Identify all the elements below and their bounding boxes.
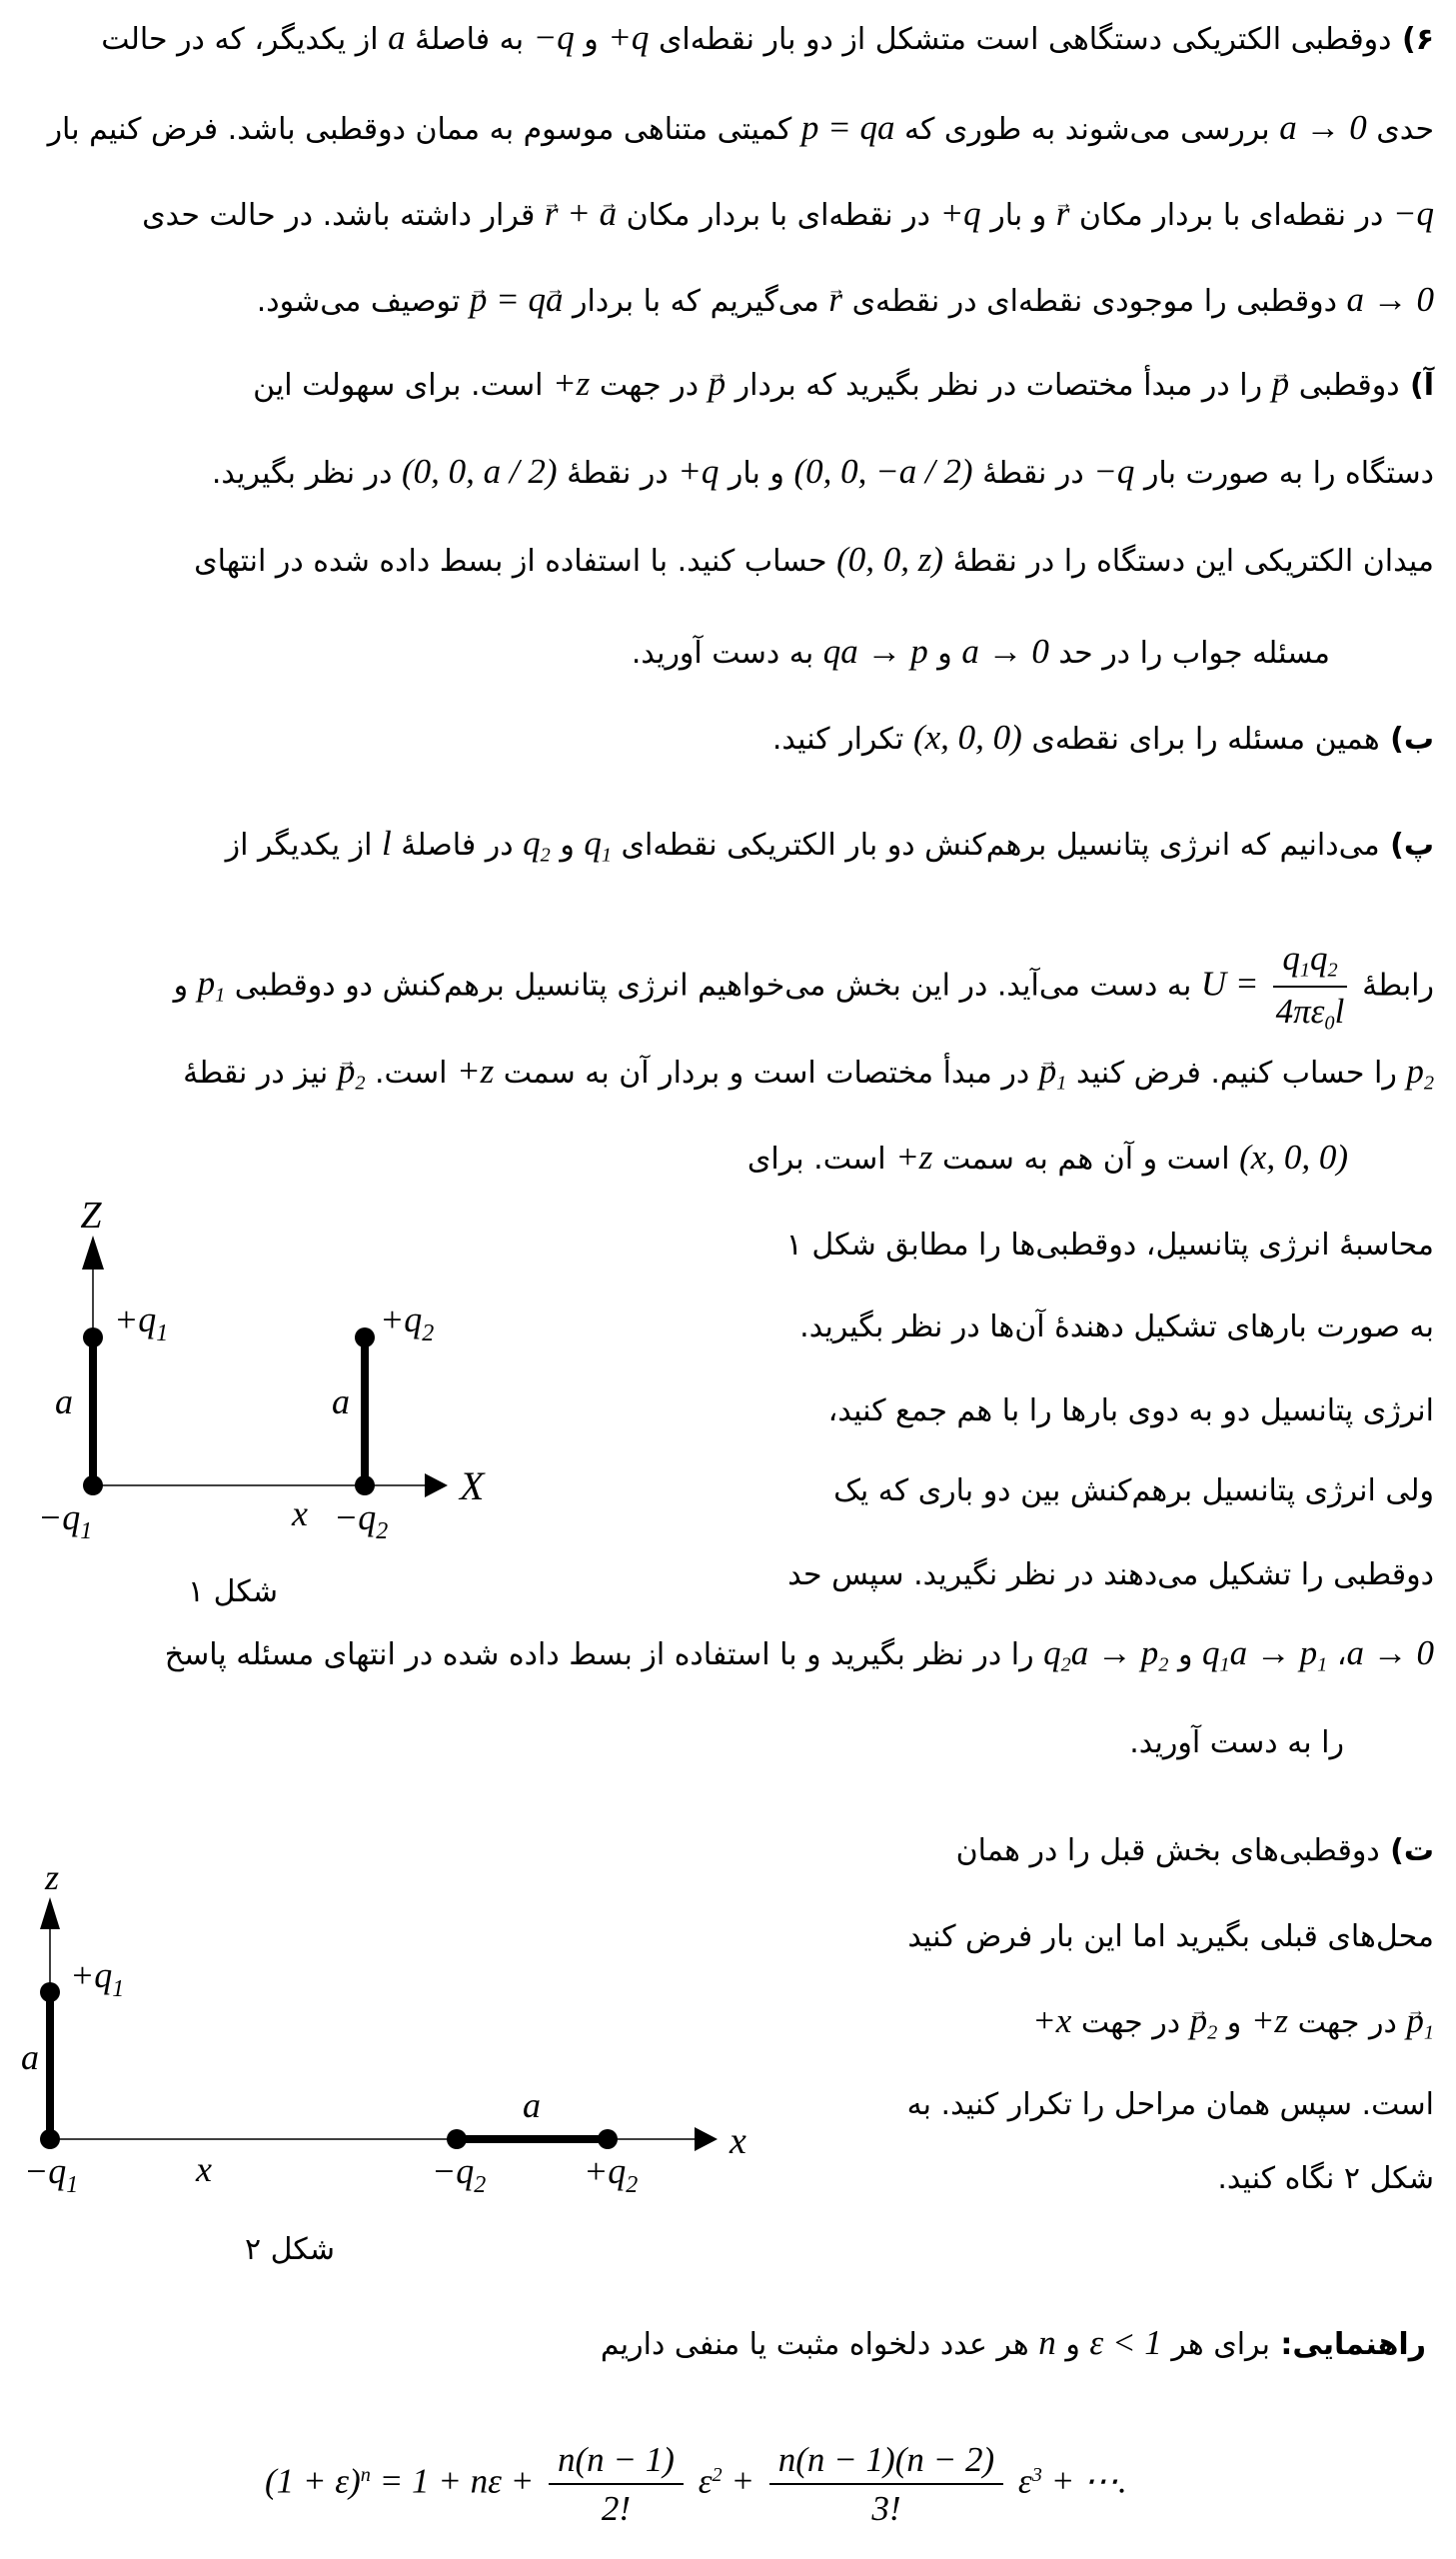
- fig1-x-distance-label: x: [292, 1493, 308, 1533]
- fig2-caption: شکل ۲: [244, 2232, 336, 2267]
- after-fig1-line-1: a → 0، q1a → p1 و q2a → p2 را در نظر بگیرید و با استفاده از بسط داده شده در انتهای مسئله پاسخ: [164, 1633, 1434, 1676]
- part-b-line-1: ب) همین مسئله را برای نقطه‌ی (x, 0, 0) تکرار کنید.: [771, 718, 1434, 757]
- part-p-line-3: p2 را حساب کنیم. فرض کنید p →1 در مبدأ مختصات است و بردار آن به سمت +z است. p →2 نیز در نقطهٔ: [183, 1048, 1434, 1107]
- part-t-line-2: محل‌های قبلی بگیرید اما این بار فرض کنید: [907, 1919, 1434, 1954]
- part-t-line-4: است. سپس همان مراحل را تکرار کنید. به: [906, 2087, 1434, 2122]
- fig1-minus-q2-label: $-q_2$: [334, 1497, 389, 1544]
- fig2-z-axis-label: z: [44, 1857, 60, 1897]
- fig2-minus-q2-dot: [447, 2129, 467, 2149]
- fig2-z-axis-arrowhead: [40, 1897, 60, 1929]
- part-t-line-5: شکل ۲ نگاه کنید.: [1217, 2161, 1434, 2196]
- fig1-side-line-2: به صورت بارهای تشکیل دهندهٔ آن‌ها در نظر بگیرید.: [799, 1309, 1434, 1344]
- hint-line-1: راهنمایی: برای هر ε < 1 و n هر عدد دلخواه مثبت یا منفی داریم: [600, 2323, 1426, 2362]
- fig1-plus-q1-label: $+q_1$: [114, 1299, 169, 1346]
- fig2-plus-q1-dot: [40, 1982, 60, 2002]
- fig1-side-line-5: دوقطبی را تشکیل می‌دهند در نظر نگیرید. سپس حد: [787, 1557, 1434, 1592]
- fig2-a-vertical-label: a: [21, 2037, 39, 2077]
- fig2-minus-q2-label: $-q_2$: [432, 2151, 487, 2198]
- fig2-a-horizontal-label: a: [523, 2085, 541, 2125]
- fig1-a-left-label: a: [55, 1381, 73, 1421]
- fig2-x-distance-label: x: [196, 2149, 212, 2189]
- after-fig1-line-2: را به دست آورید.: [1129, 1725, 1344, 1760]
- fig2-x-axis-label: x: [729, 2120, 746, 2162]
- fig2-minus-q1-label: $-q_1$: [24, 2151, 79, 2198]
- hint-binomial-formula: $(1 + \varepsilon)^n = 1 + n\varepsilon$ + $\frac{n(n - 1)}{2!}$ $\varepsilon^2$ + $\frac{n(n - 1)(n - 2)}{3!}$ $\varepsilon^3$ + ⋯.: [265, 2440, 1127, 2529]
- fig1-z-axis-arrowhead: [82, 1236, 104, 1270]
- p6-line-4: a → 0 دوقطبی را موجودی نقطه‌ای در نقطه‌ی r → می‌گیریم که با بردار p → = qa → توصیف می‌شود.: [257, 276, 1434, 326]
- fig1-plus-q1-dot: [83, 1327, 103, 1347]
- p6-line-3: −q در نقطه‌ای با بردار مکان r → و بار +q در نقطه‌ای با بردار مکان r → + a → قرار داشته باشد. در حالت حدی: [142, 190, 1434, 240]
- p6-line-1: ۶) دوقطبی الکتریکی دستگاهی است متشکل از دو بار نقطه‌ای +q و −q به فاصلهٔ a از یکدیگر، که در حالت: [101, 18, 1434, 57]
- part-a-line-3: میدان الکتریکی این دستگاه را در نقطهٔ (0, 0, z) حساب کنید. با استفاده از بسط داده شده در انتهای: [194, 540, 1434, 579]
- part-t-line-3: p →1 در جهت +z و p →2 در جهت +x: [1032, 1997, 1434, 2056]
- part-p-line-4: (x, 0, 0) است و آن هم به سمت +z است. برای: [746, 1138, 1348, 1177]
- fig1-minus-q1-label: $-q_1$: [38, 1497, 93, 1544]
- fig1-a-right-label: a: [332, 1381, 350, 1421]
- fig2-plus-q1-label: $+q_1$: [70, 1955, 125, 2002]
- fig1-plus-q2-label: $+q_2$: [380, 1299, 435, 1346]
- fig2-plus-q2-label: $+q_2$: [584, 2151, 639, 2198]
- part-a-line-2: دستگاه را به صورت بار −q در نقطهٔ (0, 0, −a / 2) و بار +q در نقطهٔ (0, 0, a / 2) در نظر بگیرید.: [211, 452, 1434, 491]
- part-a-line-4: مسئله جواب را در حد a → 0 و qa → p به دست آورید.: [631, 632, 1330, 671]
- part-p-line-2-formula: رابطهٔ U = $\frac{q1q2}{4\pi\varepsilon 0l}$ به دست می‌آید. در این بخش می‌خواهیم انرژی پتانسیل برهم‌کنش دو دوقطبی p1 و: [173, 939, 1434, 1035]
- fig1-side-line-4: ولی انرژی پتانسیل برهم‌کنش بین دو باری که یک: [833, 1473, 1434, 1508]
- figure-1: [28, 1192, 498, 1626]
- p6-line-2: حدی a → 0 بررسی می‌شوند به طوری که p = qa کمیتی متناهی موسوم به ممان دوقطبی باشد. فرض کنیم بار: [47, 108, 1434, 147]
- part-t-line-1: ت) دوقطبی‌های بخش قبل را در همان: [955, 1833, 1434, 1868]
- fig2-plus-q2-dot: [598, 2129, 618, 2149]
- fig1-caption: شکل ۱: [187, 1574, 279, 1609]
- fig1-minus-q2-dot: [355, 1475, 375, 1495]
- fig1-side-line-1: محاسبهٔ انرژی پتانسیل، دوقطبی‌ها را مطابق شکل ۱: [785, 1228, 1434, 1263]
- figure-2: [12, 1851, 781, 2286]
- fig2-x-axis-arrowhead: [695, 2127, 718, 2151]
- fig1-plus-q2-dot: [355, 1327, 375, 1347]
- fig1-side-line-3: انرژی پتانسیل دو به دوی بارها را با هم جمع کنید،: [827, 1393, 1434, 1428]
- fig1-x-axis-arrowhead: [425, 1473, 448, 1497]
- fig1-x-axis-label: X: [460, 1463, 485, 1508]
- part-p-line-1: پ) می‌دانیم که انرژی پتانسیل برهم‌کنش دو بار الکتریکی نقطه‌ای q1 و q2 در فاصلهٔ l از یکدیگر از: [225, 824, 1434, 867]
- part-a-line-1: آ) دوقطبی p → را در مبدأ مختصات در نظر بگیرید که بردار p → در جهت +z است. برای سهولت این: [253, 360, 1434, 410]
- fig1-z-axis-label: Z: [80, 1195, 102, 1237]
